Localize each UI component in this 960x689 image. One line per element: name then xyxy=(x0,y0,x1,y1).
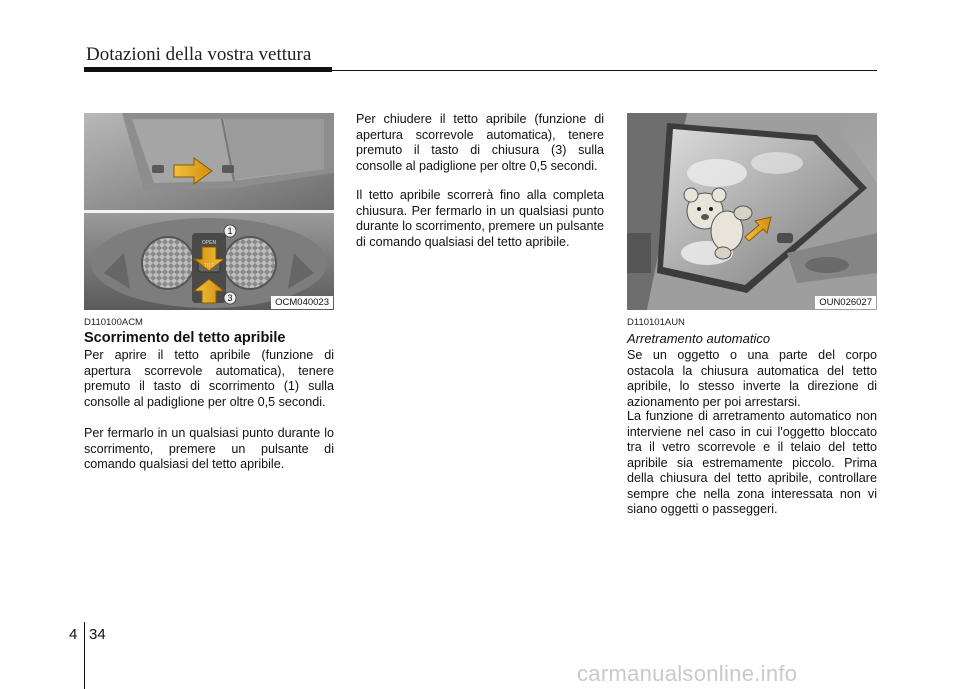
open-label: OPEN xyxy=(201,240,217,246)
section-title: Arretramento automatico xyxy=(627,331,771,346)
callout-1-label: 1 xyxy=(227,226,233,236)
header-rule-thin xyxy=(332,70,877,71)
callout-3-label: 3 xyxy=(227,293,233,303)
figure-code: OCM040023 xyxy=(271,296,333,309)
auto-reverse-figure xyxy=(627,113,877,310)
header-rule-thick xyxy=(84,67,332,72)
sunroof-console-figure xyxy=(84,113,334,310)
section-code: D110101AUN xyxy=(627,317,685,328)
tilt-label: TILT xyxy=(204,263,214,269)
chapter-number: 4 xyxy=(69,626,78,643)
paragraph: Il tetto apribile scorrerà fino alla completa chiusura. Per fermarlo in un qualsiasi punto durante lo scorrimento, premere un pulsante di comando qualsiasi del tetto apribile. xyxy=(356,188,604,249)
watermark: carmanualsonline.info xyxy=(577,661,798,686)
auto-reverse-illustration xyxy=(627,113,877,310)
footer-divider xyxy=(84,622,85,689)
section-title: Scorrimento del tetto apribile xyxy=(84,330,286,346)
figure-code: OUN026027 xyxy=(815,296,876,309)
sunroof-console-illustration xyxy=(84,113,334,310)
paragraph: La funzione di arretramento automatico non interviene nel caso in cui l'oggetto bloccato tra il vetro scorrevole e il telaio del tetto apribile sia estremamente piccolo. Prima della chiusura del tetto apribile, controllare sempre che nella zona interessata non vi siano oggetti o passeggeri. xyxy=(627,409,877,516)
section-code: D110100ACM xyxy=(84,317,143,328)
page-number: 34 xyxy=(89,626,106,643)
paragraph: Per chiudere il tetto apribile (funzione di apertura scorrevole automatica), tenere premuto il tasto di chiusura (3) sulla consolle al padiglione per oltre 0,5 secondi. xyxy=(356,112,604,173)
page-header-title: Dotazioni della vostra vettura xyxy=(86,44,312,65)
paragraph: Se un oggetto o una parte del corpo ostacola la chiusura automatica del tetto apribile, lo stesso inverte la direzione di azionamento per poi arrestarsi. xyxy=(627,348,877,409)
paragraph: Per aprire il tetto apribile (funzione di apertura scorrevole automatica), tenere premuto il tasto di scorrimento (1) sulla consolle al padiglione per oltre 0,5 secondi. xyxy=(84,348,334,409)
paragraph: Per fermarlo in un qualsiasi punto durante lo scorrimento, premere un pulsante di comando qualsiasi del tetto apribile. xyxy=(84,426,334,471)
